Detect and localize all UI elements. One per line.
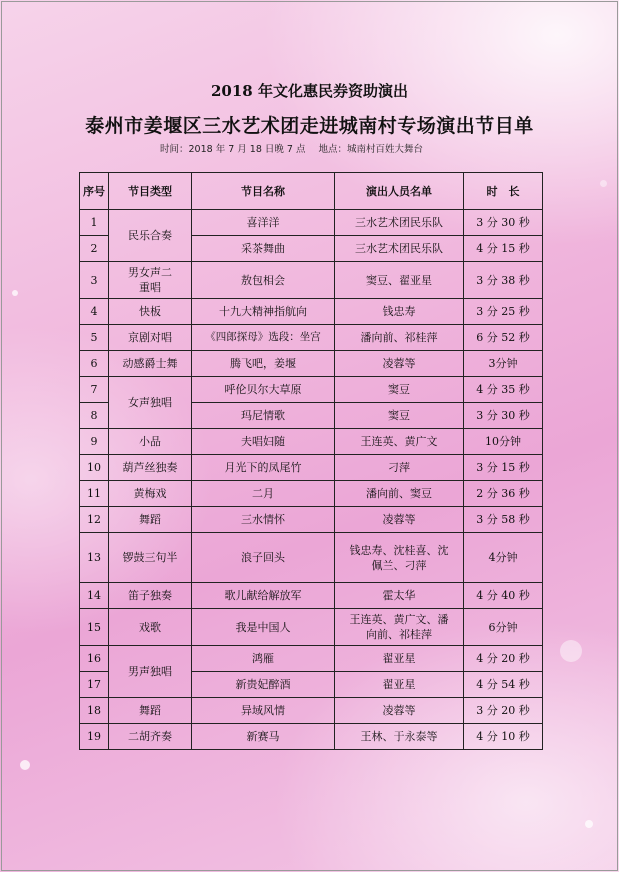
row-seq: 15 [80, 609, 109, 646]
table-row [80, 507, 543, 533]
table-row [80, 455, 543, 481]
row-performers: 钱忠寿 [335, 299, 464, 325]
event-time: 时间：2018 年 7 月 18 日晚 7 点 [160, 144, 306, 155]
header-performers: 演出人员名单 [335, 173, 464, 210]
row-seq: 13 [80, 533, 109, 583]
table-row [80, 646, 543, 672]
row-type: 戏歌 [109, 609, 192, 646]
row-program-name: 敖包相会 [192, 262, 335, 299]
row-program-name: 腾飞吧，姜堰 [192, 351, 335, 377]
header-seq: 序号 [80, 173, 109, 210]
row-type: 京剧对唱 [109, 325, 192, 351]
row-program-name: 月光下的凤尾竹 [192, 455, 335, 481]
row-duration: 3 分 58 秒 [464, 507, 543, 533]
row-type: 女声独唱 [109, 377, 192, 429]
row-performers: 潘向前、祁桂萍 [335, 325, 464, 351]
background-sparkle [20, 760, 30, 770]
row-performers: 王连英、黄广文、潘向前、祁桂萍 [335, 609, 464, 646]
row-duration: 3分钟 [464, 351, 543, 377]
row-duration: 3 分 15 秒 [464, 455, 543, 481]
row-type: 二胡齐奏 [109, 724, 192, 750]
row-performers: 霍太华 [335, 583, 464, 609]
background-sparkle [12, 290, 18, 296]
row-program-name: 异域风情 [192, 698, 335, 724]
row-seq: 19 [80, 724, 109, 750]
row-type: 动感爵士舞 [109, 351, 192, 377]
table-row [80, 325, 543, 351]
row-program-name: 玛尼情歌 [192, 403, 335, 429]
row-performers: 王林、于永泰等 [335, 724, 464, 750]
row-program-name: 喜洋洋 [192, 210, 335, 236]
row-type: 小品 [109, 429, 192, 455]
row-seq: 5 [80, 325, 109, 351]
row-seq: 14 [80, 583, 109, 609]
row-program-name: 新贵妃醉酒 [192, 672, 335, 698]
row-program-name: 呼伦贝尔大草原 [192, 377, 335, 403]
row-type: 快板 [109, 299, 192, 325]
row-seq: 4 [80, 299, 109, 325]
row-type: 男女声二重唱 [109, 262, 192, 299]
row-performers: 凌蓉等 [335, 698, 464, 724]
table-row [80, 609, 543, 646]
table-row [80, 210, 543, 236]
table-row [80, 533, 543, 583]
row-seq: 8 [80, 403, 109, 429]
row-seq: 18 [80, 698, 109, 724]
table-header-row [80, 173, 543, 210]
row-program-name: 夫唱妇随 [192, 429, 335, 455]
row-performers: 窦豆 [335, 403, 464, 429]
row-seq: 3 [80, 262, 109, 299]
row-performers: 窦豆、翟亚星 [335, 262, 464, 299]
row-program-name: 歌儿献给解放军 [192, 583, 335, 609]
background-sparkle [560, 640, 582, 662]
row-program-name: 浪子回头 [192, 533, 335, 583]
row-seq: 2 [80, 236, 109, 262]
row-program-name: 三水情怀 [192, 507, 335, 533]
row-duration: 3 分 30 秒 [464, 210, 543, 236]
table-row [80, 481, 543, 507]
row-performers: 王连英、黄广文 [335, 429, 464, 455]
row-seq: 9 [80, 429, 109, 455]
row-duration: 4 分 54 秒 [464, 672, 543, 698]
row-seq: 1 [80, 210, 109, 236]
row-type: 锣鼓三句半 [109, 533, 192, 583]
table-row [80, 299, 543, 325]
program-table [79, 172, 543, 750]
row-duration: 4 分 40 秒 [464, 583, 543, 609]
background-sparkle [600, 180, 607, 187]
row-performers: 凌蓉等 [335, 507, 464, 533]
row-performers: 钱忠寿、沈桂喜、沈佩兰、刁萍 [335, 533, 464, 583]
table-row [80, 262, 543, 299]
table-row [80, 377, 543, 403]
row-program-name: 十九大精神指航向 [192, 299, 335, 325]
page-title: 泰州市姜堰区三水艺术团走进城南村专场演出节目单 [85, 115, 534, 137]
row-program-name: 二月 [192, 481, 335, 507]
row-duration: 3 分 38 秒 [464, 262, 543, 299]
row-duration: 4 分 35 秒 [464, 377, 543, 403]
row-program-name: 我是中国人 [192, 609, 335, 646]
row-duration: 6分钟 [464, 609, 543, 646]
row-duration: 4 分 20 秒 [464, 646, 543, 672]
row-duration: 10分钟 [464, 429, 543, 455]
row-type: 黄梅戏 [109, 481, 192, 507]
row-performers: 三水艺术团民乐队 [335, 236, 464, 262]
row-performers: 潘向前、窦豆 [335, 481, 464, 507]
row-performers: 刁萍 [335, 455, 464, 481]
row-seq: 7 [80, 377, 109, 403]
table-row [80, 698, 543, 724]
row-type: 笛子独奏 [109, 583, 192, 609]
table-row [80, 429, 543, 455]
row-duration: 4 分 10 秒 [464, 724, 543, 750]
event-subtitle: 2018 年文化惠民券资助演出 [211, 82, 408, 100]
row-seq: 16 [80, 646, 109, 672]
row-program-name: 鸿雁 [192, 646, 335, 672]
table-row [80, 351, 543, 377]
row-type: 民乐合奏 [109, 210, 192, 262]
row-seq: 10 [80, 455, 109, 481]
row-duration: 4 分 15 秒 [464, 236, 543, 262]
row-seq: 6 [80, 351, 109, 377]
row-performers: 三水艺术团民乐队 [335, 210, 464, 236]
row-seq: 11 [80, 481, 109, 507]
table-row [80, 724, 543, 750]
row-duration: 3 分 30 秒 [464, 403, 543, 429]
row-performers: 翟亚星 [335, 672, 464, 698]
header-type: 节目类型 [109, 173, 192, 210]
event-meta [160, 141, 433, 155]
row-program-name: 《四郎探母》选段：坐宫 [192, 325, 335, 351]
row-program-name: 采茶舞曲 [192, 236, 335, 262]
row-performers: 凌蓉等 [335, 351, 464, 377]
row-type: 舞蹈 [109, 507, 192, 533]
row-type: 葫芦丝独奏 [109, 455, 192, 481]
row-duration: 3 分 25 秒 [464, 299, 543, 325]
row-type: 男声独唱 [109, 646, 192, 698]
row-duration: 3 分 20 秒 [464, 698, 543, 724]
row-duration: 4分钟 [464, 533, 543, 583]
header-name: 节目名称 [192, 173, 335, 210]
row-seq: 17 [80, 672, 109, 698]
row-type: 舞蹈 [109, 698, 192, 724]
background-sparkle [585, 820, 593, 828]
row-program-name: 新赛马 [192, 724, 335, 750]
event-place: 地点：城南村百姓大舞台 [318, 144, 424, 155]
row-duration: 6 分 52 秒 [464, 325, 543, 351]
header-duration: 时 长 [464, 173, 543, 210]
row-duration: 2 分 36 秒 [464, 481, 543, 507]
row-seq: 12 [80, 507, 109, 533]
table-row [80, 583, 543, 609]
row-performers: 窦豆 [335, 377, 464, 403]
row-performers: 翟亚星 [335, 646, 464, 672]
